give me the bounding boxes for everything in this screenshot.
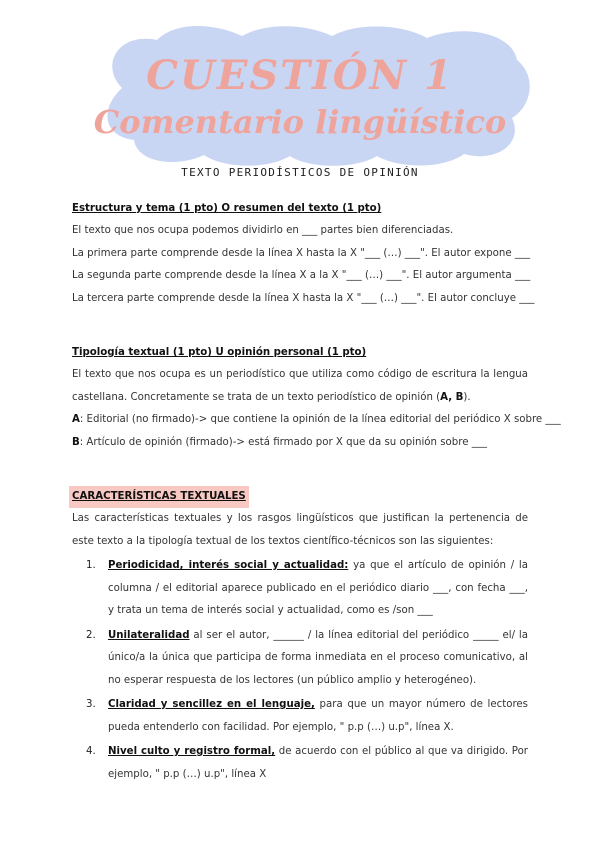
structure-line: La tercera parte comprende desde la línea X hasta la X "___ (…) ___". El autor concluye ___ — [72, 292, 535, 304]
structure-line: El texto que nos ocupa podemos dividirlo en ___ partes bien diferenciadas. — [72, 225, 454, 236]
typology-text: El texto que nos ocupa es un periodístico que utiliza como código de escritura la lengua castellana. Concretamente se trata de un texto periodístico de opinión ( — [72, 369, 528, 403]
option-b-label: B — [72, 436, 80, 448]
feature-item — [86, 625, 528, 693]
feature-text: ya que el artículo de opinión / la columna / el editorial aparece publicado en el periódico diario ___, con fecha ___, y trata un tema de interés social y actualidad, como es /son ___ — [108, 560, 529, 616]
option-a-label: A — [72, 414, 80, 425]
feature-item — [86, 741, 528, 786]
typology-ab: A, B — [440, 391, 464, 403]
feature-number: 3. — [86, 699, 96, 710]
typology-heading: Tipología textual (1 pto) U opinión personal (1 pto) — [72, 347, 367, 358]
feature-number: 4. — [86, 746, 96, 757]
typology-text-end: ). — [463, 391, 471, 403]
features-heading — [72, 486, 528, 508]
feature-text: para que un mayor número de lectores pueda entenderlo con facilidad. Por ejemplo, " p.p (…) u.p", línea X. — [108, 699, 528, 733]
features-heading-text: CARACTERÍSTICAS TEXTUALES — [69, 486, 249, 508]
option-a-text: : Editorial (no firmado)-> que contiene la opinión de la línea editorial del periódico X sobre ___ — [79, 414, 561, 425]
typology-section — [72, 342, 561, 454]
structure-heading: Estructura y tema (1 pto) O resumen del texto (1 pto) — [72, 203, 382, 214]
option-b-text: : Artículo de opinión (firmado)-> está firmado por X que da su opinión sobre ___ — [79, 436, 487, 448]
features-intro: Las características textuales y los rasgos lingüísticos que justifican la pertenencia de este texto a la tipología textual de los textos científico-técnicos son las siguientes: — [72, 513, 528, 547]
typology-paragraph — [72, 364, 528, 409]
structure-line: La primera parte comprende desde la línea X hasta la X "___ (…) ___". El autor expone ___ — [72, 247, 531, 259]
feature-number: 1. — [86, 560, 96, 571]
document-type: TEXTO PERIODÍSTICOS DE OPINIÓN — [181, 166, 419, 179]
feature-key: Nivel culto y registro formal, — [108, 746, 276, 757]
structure-line: La segunda parte comprende desde la línea X a la X "___ (…) ___". El autor argumenta ___ — [72, 270, 531, 281]
feature-text: al ser el autor, ______ / la línea editorial del periódico _____ el/ la único/a la única que participa de forma inmediata en el proceso comunicativo, al no esperar respuesta de los lectores (un público amplio y heterogéneo). — [108, 629, 528, 686]
feature-key: Unilateralidad — [108, 629, 190, 641]
feature-item — [86, 694, 528, 739]
features-section — [72, 486, 528, 786]
structure-section — [72, 198, 535, 310]
feature-key: Periodicidad, interés social y actualidad: — [108, 560, 349, 571]
content — [72, 198, 561, 804]
features-list — [72, 555, 528, 786]
page-subtitle: Comentario lingüístico — [93, 103, 507, 141]
feature-number: 2. — [86, 629, 96, 641]
typology-option-a — [72, 409, 561, 432]
typology-option-b — [72, 432, 528, 455]
feature-key: Claridad y sencillez en el lenguaje, — [108, 699, 315, 710]
page-title: CUESTIÓN 1 — [146, 52, 454, 99]
feature-text: de acuerdo con el público al que va dirigido. Por ejemplo, " p.p (…) u.p", línea X — [108, 746, 528, 780]
feature-item — [86, 555, 529, 623]
